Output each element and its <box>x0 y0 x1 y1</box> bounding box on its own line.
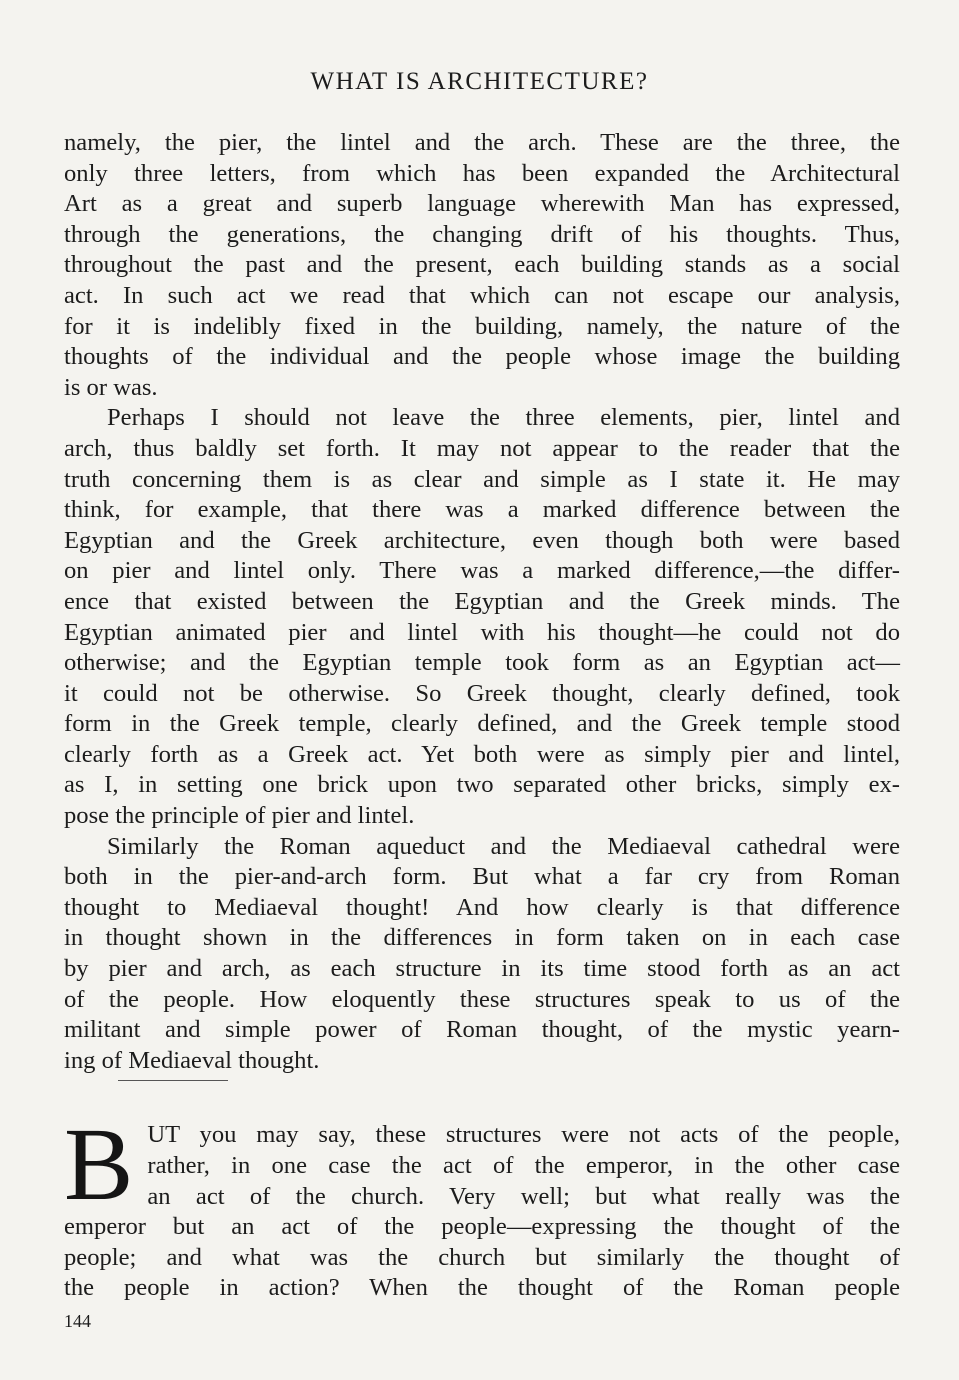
text-line: pose the principle of pier and lintel. <box>64 802 415 830</box>
running-title: WHAT IS ARCHITECTURE? <box>310 68 649 95</box>
text-line: UT you may say, these structures were not acts of the people, <box>147 1121 900 1149</box>
text-line: think, for example, that there was a marked difference between the <box>64 496 900 524</box>
text-line: Egyptian animated pier and lintel with his thought—he could not do <box>64 618 900 646</box>
text-line: through the generations, the changing drift of his thoughts. Thus, <box>64 220 900 248</box>
text-line: by pier and arch, as each structure in its time stood forth as an act <box>64 955 900 983</box>
paragraph-1 <box>64 128 900 403</box>
text-line: Egyptian and the Greek architecture, even though both were based <box>64 526 900 554</box>
text-line: militant and simple power of Roman thought, of the mystic yearn- <box>64 1016 900 1044</box>
text-line: in thought shown in the differences in form taken on in each case <box>64 924 900 952</box>
text-line: people; and what was the church but similarly the thought of <box>64 1243 900 1271</box>
text-line: ence that existed between the Egyptian and the Greek minds. The <box>64 587 900 615</box>
text-line: ing of Mediaeval thought. <box>64 1046 320 1074</box>
text-line: form in the Greek temple, clearly defined, and the Greek temple stood <box>64 710 900 738</box>
text-line: throughout the past and the present, each building stands as a social <box>64 251 900 279</box>
text-line: rather, in one case the act of the emperor, in the other case <box>147 1152 900 1179</box>
paragraph-2 <box>64 403 900 831</box>
text-line: is or was. <box>64 373 158 401</box>
text-line: for it is indelibly fixed in the building, namely, the nature of the <box>64 312 900 340</box>
text-line: otherwise; and the Egyptian temple took form as an Egyptian act— <box>64 649 900 677</box>
text-line: the people in action? When the thought of the Roman people <box>64 1274 900 1302</box>
text-line: act. In such act we read that which can not escape our analysis, <box>64 281 900 309</box>
text-line: truth concerning them is as clear and simple as I state it. He may <box>64 465 900 493</box>
text-line: both in the pier-and-arch form. But what a far cry from Roman <box>64 863 900 891</box>
text-line: it could not be otherwise. So Greek thought, clearly defined, took <box>64 679 900 707</box>
text-line: thought to Mediaeval thought! And how clearly is that difference <box>64 893 900 921</box>
drop-cap: B <box>64 1107 134 1223</box>
section-break <box>64 1076 900 1120</box>
text-line: on pier and lintel only. There was a marked difference,—the differ- <box>64 557 900 585</box>
text-line: of the people. How eloquently these structures speak to us of the <box>64 985 900 1013</box>
paragraph-3 <box>64 832 900 1077</box>
text-line: namely, the pier, the lintel and the arch. These are the three, the <box>64 129 900 156</box>
text-line: Perhaps I should not leave the three elements, pier, lintel and <box>107 404 900 432</box>
body-text <box>64 128 900 1304</box>
text-line: emperor but an act of the people—expressing the thought of the <box>64 1213 900 1241</box>
text-line: Art as a great and superb language wherewith Man has expressed, <box>64 190 900 218</box>
text-line: as I, in setting one brick upon two separated other bricks, simply ex- <box>64 771 900 799</box>
text-line: clearly forth as a Greek act. Yet both were as simply pier and lintel, <box>64 740 900 768</box>
text-line: arch, thus baldly set forth. It may not appear to the reader that the <box>64 434 900 462</box>
section-rule <box>118 1080 228 1081</box>
page-number: 144 <box>64 1311 91 1331</box>
text-line: only three letters, from which has been expanded the Architectural <box>64 159 900 187</box>
text-line: thoughts of the individual and the people whose image the building <box>64 343 900 371</box>
text-line: Similarly the Roman aqueduct and the Mediaeval cathedral were <box>107 832 900 860</box>
paragraph-4 <box>64 1107 900 1304</box>
text-line: an act of the church. Very well; but what really was the <box>147 1182 900 1210</box>
